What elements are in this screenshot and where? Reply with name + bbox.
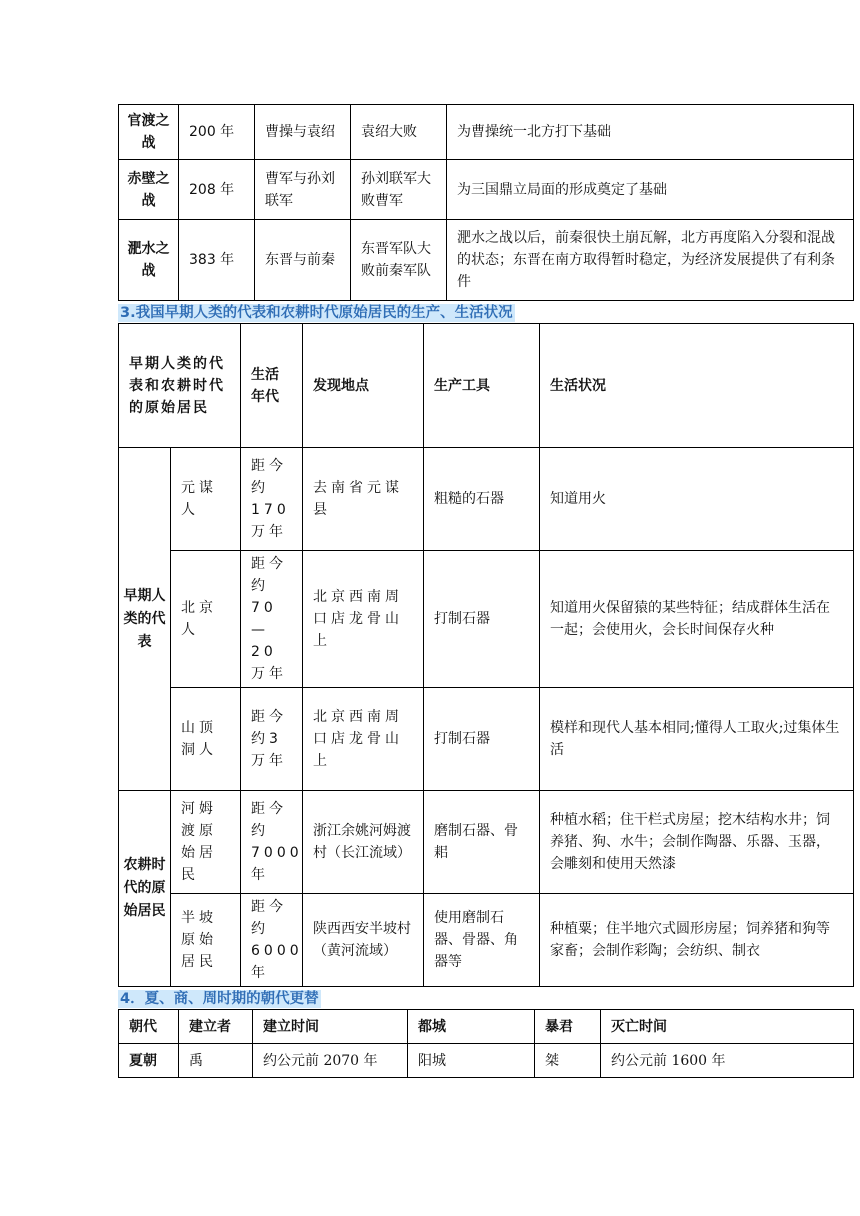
battles-table — [118, 104, 854, 301]
human-site: 陕西西安半坡村（黄河流域） — [303, 894, 424, 987]
table-row — [119, 160, 854, 220]
battle-year: 383 年 — [179, 220, 255, 301]
table-row — [119, 688, 854, 791]
column-header: 暴君 — [535, 1010, 601, 1044]
section-3-title: 3.我国早期人类的代表和农耕时代原始居民的生产、生活状况 — [120, 305, 513, 321]
table-row — [119, 448, 854, 551]
human-tools: 粗糙的石器 — [424, 448, 540, 551]
section-4-title: 4．夏、商、周时期的朝代更替 — [120, 991, 319, 1007]
human-life: 种植水稻；住干栏式房屋；挖木结构水井；饲养猪、狗、水牛；会制作陶器、乐器、玉器，会雕刻和使用天然漆 — [540, 791, 854, 894]
table-row — [119, 220, 854, 301]
human-tools: 使用磨制石器、骨器、角器等 — [424, 894, 540, 987]
page-content — [118, 0, 853, 1078]
column-header: 建立时间 — [253, 1010, 408, 1044]
column-header: 灭亡时间 — [601, 1010, 854, 1044]
battle-year: 200 年 — [179, 105, 255, 160]
section-3-heading-line — [118, 301, 853, 323]
section-4-heading-line — [118, 987, 853, 1009]
battle-significance: 为三国鼎立局面的形成奠定了基础 — [447, 160, 854, 220]
column-header: 发现地点 — [303, 324, 424, 448]
dynasty-name: 夏朝 — [119, 1044, 179, 1078]
human-life: 模样和现代人基本相同;懂得人工取火;过集体生活 — [540, 688, 854, 791]
battle-result: 东晋军队大败前秦军队 — [351, 220, 447, 301]
dynasty-fall: 约公元前 1600 年 — [601, 1044, 854, 1078]
column-header: 都城 — [408, 1010, 535, 1044]
group-label: 农耕时代的原始居民 — [119, 791, 171, 987]
early-humans-table — [118, 323, 854, 987]
human-tools: 磨制石器、骨耜 — [424, 791, 540, 894]
dynasty-founded: 约公元前 2070 年 — [253, 1044, 408, 1078]
human-name: 山顶洞人 — [171, 688, 241, 791]
dynasties-table — [118, 1009, 854, 1078]
column-header: 朝代 — [119, 1010, 179, 1044]
human-era: 距今约170万年 — [241, 448, 303, 551]
human-name: 半坡原始居民 — [171, 894, 241, 987]
human-name: 北京人 — [171, 551, 241, 688]
human-site: 去南省元谋县 — [303, 448, 424, 551]
dynasty-capital: 阳城 — [408, 1044, 535, 1078]
human-site: 北京西南周口店龙骨山上 — [303, 688, 424, 791]
human-era: 距今约3万年 — [241, 688, 303, 791]
battle-sides: 曹军与孙刘联军 — [255, 160, 351, 220]
human-life: 知道用火保留猿的某些特征；结成群体生活在一起；会使用火，会长时间保存火种 — [540, 551, 854, 688]
battle-name: 赤壁之战 — [119, 160, 179, 220]
human-tools: 打制石器 — [424, 688, 540, 791]
human-life: 种植粟；住半地穴式圆形房屋；饲养猪和狗等家畜；会制作彩陶；会纺织、制衣 — [540, 894, 854, 987]
battle-result: 孙刘联军大败曹军 — [351, 160, 447, 220]
human-name: 元谋人 — [171, 448, 241, 551]
battle-sides: 曹操与袁绍 — [255, 105, 351, 160]
battle-year: 208 年 — [179, 160, 255, 220]
table-row — [119, 894, 854, 987]
human-era: 距今约7000年 — [241, 791, 303, 894]
battle-significance: 淝水之战以后，前秦很快土崩瓦解，北方再度陷入分裂和混战的状态；东晋在南方取得暂时稳定，为经济发展提供了有利条件 — [447, 220, 854, 301]
table-row — [119, 105, 854, 160]
table-row — [119, 791, 854, 894]
human-era: 距今约70—20万年 — [241, 551, 303, 688]
battle-name: 官渡之战 — [119, 105, 179, 160]
human-name: 河姆渡原始居民 — [171, 791, 241, 894]
group-label: 早期人类的代表 — [119, 448, 171, 791]
battle-significance: 为曹操统一北方打下基础 — [447, 105, 854, 160]
table-row — [119, 1044, 854, 1078]
human-life: 知道用火 — [540, 448, 854, 551]
battle-name: 淝水之战 — [119, 220, 179, 301]
battle-sides: 东晋与前秦 — [255, 220, 351, 301]
column-header: 早期人类的代表和农耕时代的原始居民 — [119, 324, 241, 448]
table-header-row — [119, 1010, 854, 1044]
human-era: 距今约6000年 — [241, 894, 303, 987]
dynasty-tyrant: 桀 — [535, 1044, 601, 1078]
column-header: 生产工具 — [424, 324, 540, 448]
table-header-row — [119, 324, 854, 448]
column-header: 生活状况 — [540, 324, 854, 448]
column-header: 建立者 — [179, 1010, 253, 1044]
dynasty-founder: 禹 — [179, 1044, 253, 1078]
human-site: 浙江余姚河姆渡村（长江流域） — [303, 791, 424, 894]
table-row — [119, 551, 854, 688]
human-site: 北京西南周口店龙骨山上 — [303, 551, 424, 688]
battle-result: 袁绍大败 — [351, 105, 447, 160]
human-tools: 打制石器 — [424, 551, 540, 688]
column-header: 生活年代 — [241, 324, 303, 448]
